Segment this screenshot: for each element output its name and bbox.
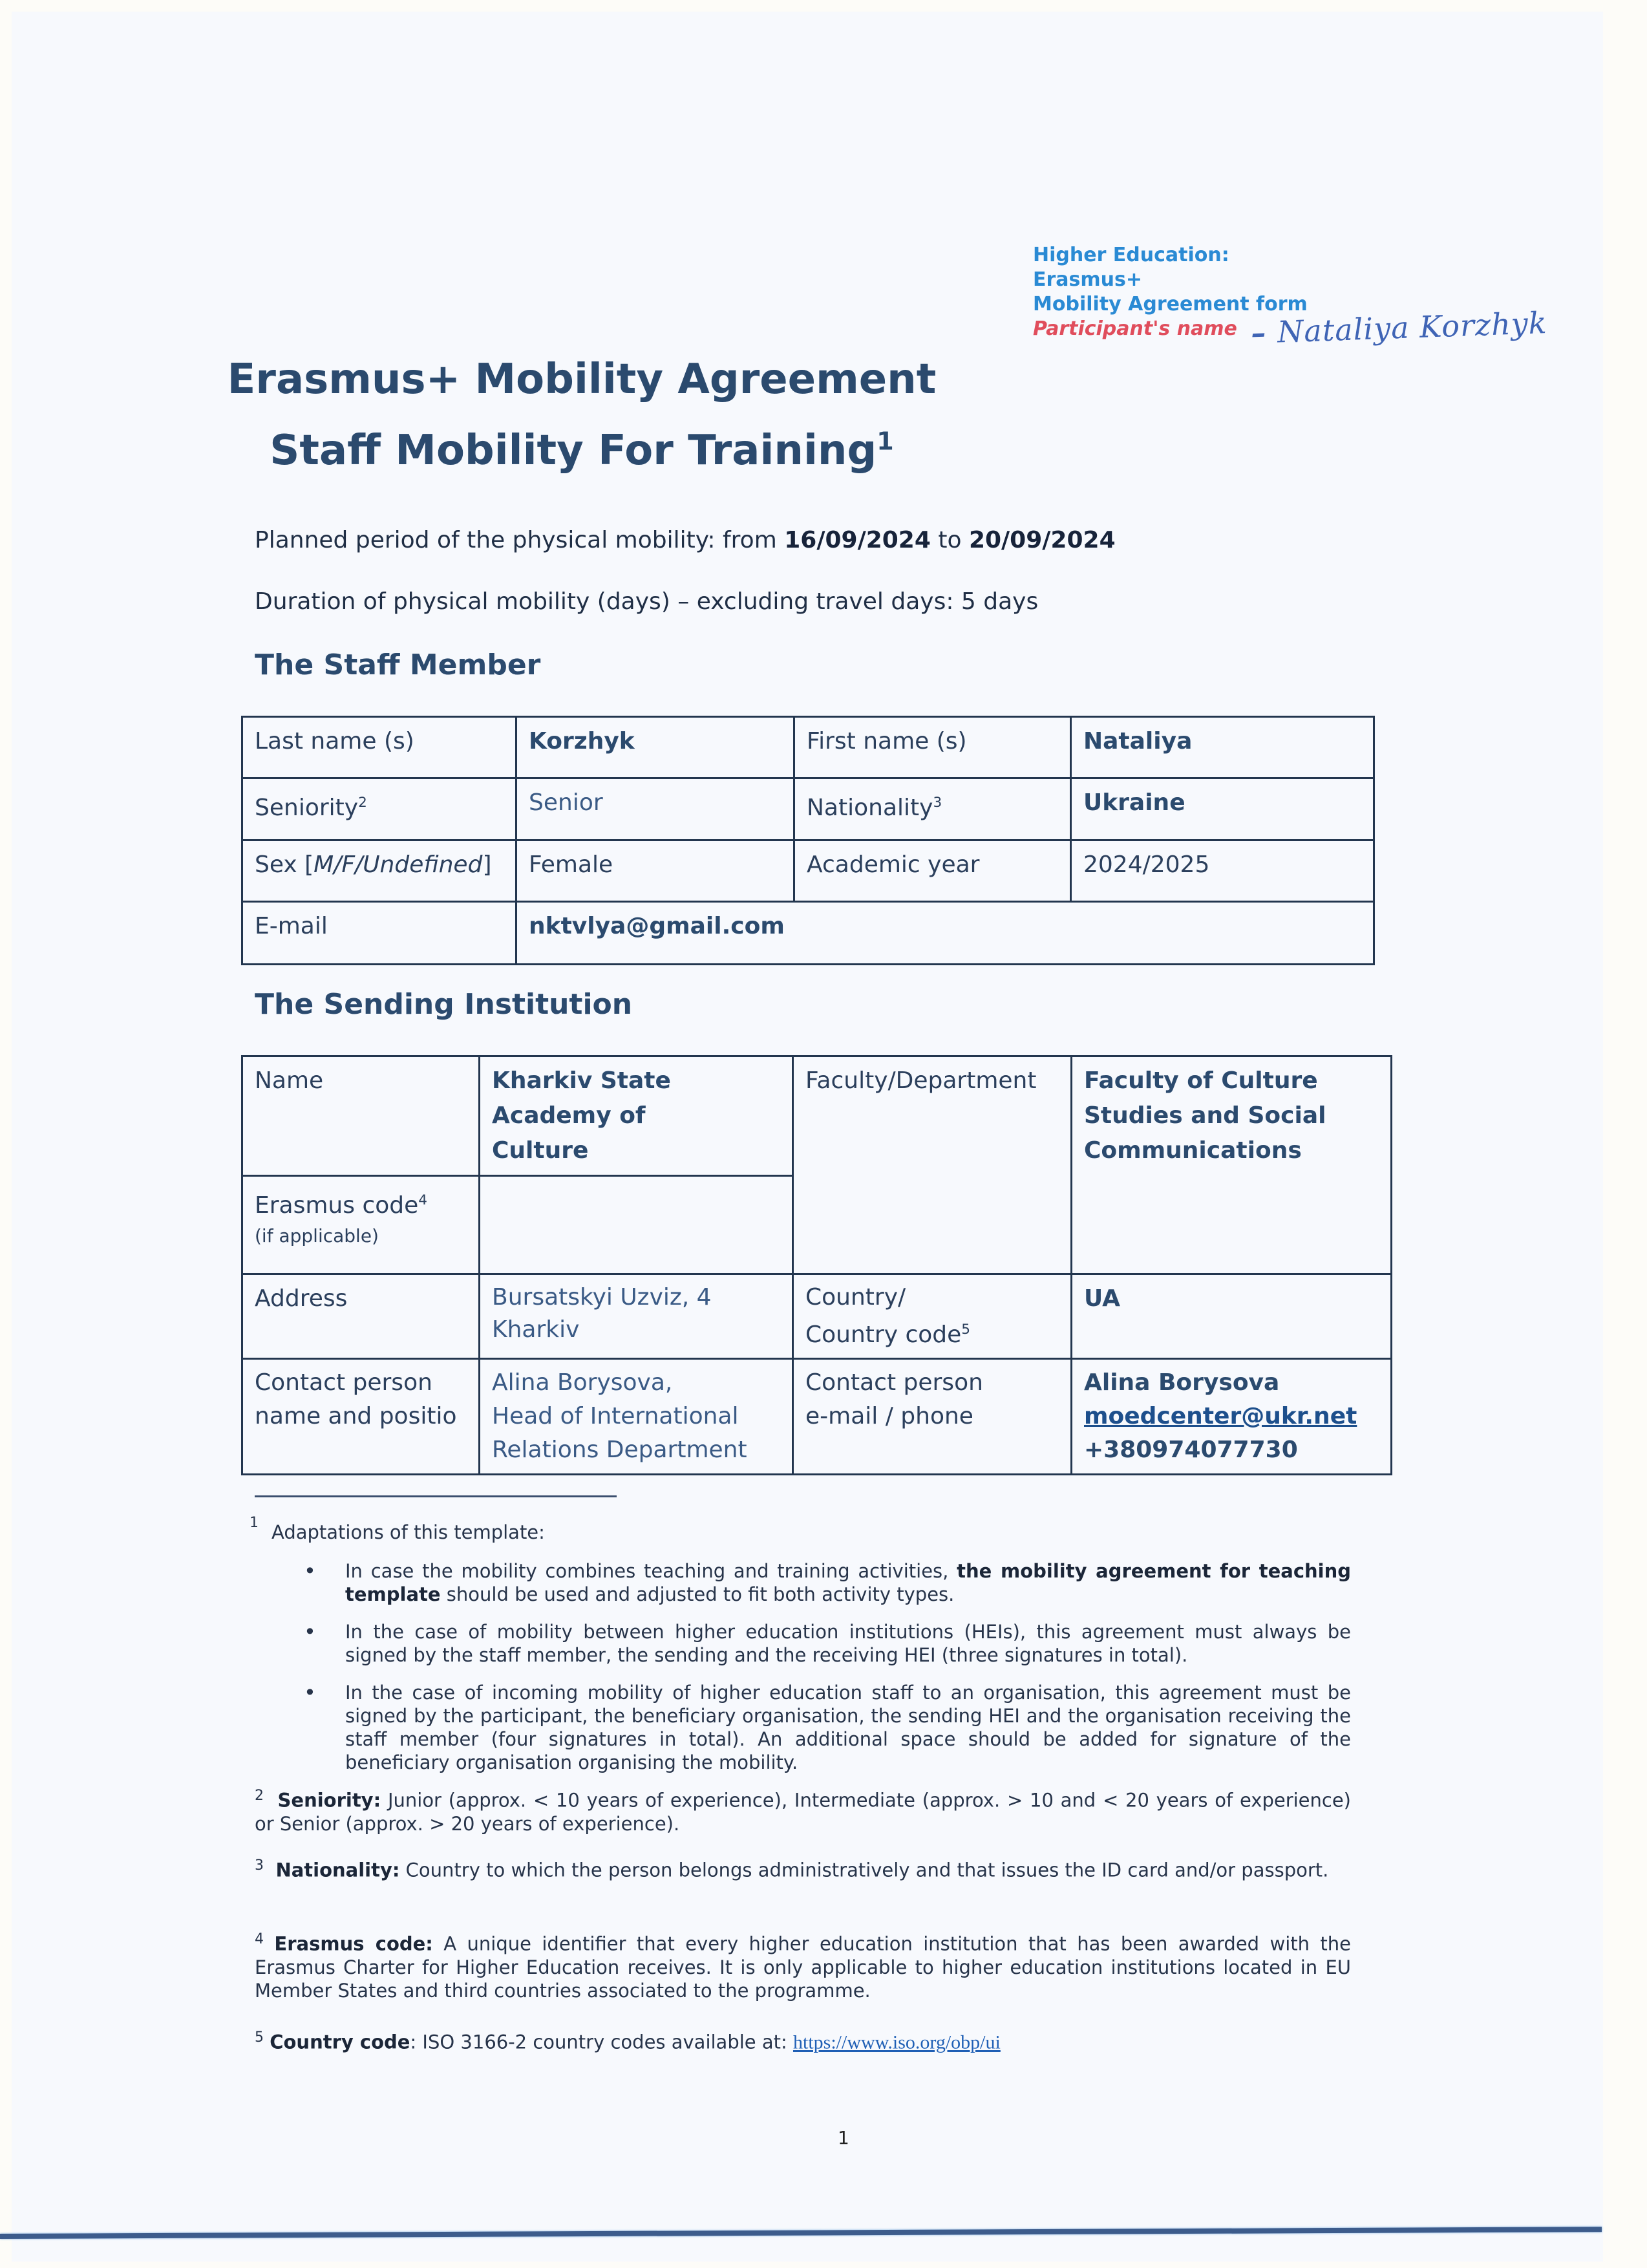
name-label: Name — [242, 1056, 480, 1176]
academic-year-label: Academic year — [794, 840, 1071, 902]
bullet-text: In the case of incoming mobility of higher education staff to an organisation, this agreement must be signed by the participant, the beneficiary organisation, the sending HEI and the organisation receiving the staff member (four signatures in total). An additional space should be added for signature of the beneficiary organisation organising the mobility. — [345, 1682, 1351, 1773]
erasmus-code-value — [480, 1176, 793, 1274]
footnote-ref-5: 5 — [961, 1321, 971, 1338]
footnote-2 — [255, 1784, 1351, 1835]
footnote-term: Country code — [270, 2031, 410, 2053]
staff-member-heading: The Staff Member — [255, 648, 541, 681]
faculty-line: Communications — [1084, 1137, 1302, 1164]
contact-line: Alina Borysova, — [492, 1369, 673, 1396]
table-row — [242, 778, 1374, 840]
institution-name-line: Kharkiv State — [492, 1067, 671, 1094]
table-row — [242, 717, 1374, 778]
faculty-line: Studies and Social — [1084, 1102, 1326, 1129]
footnote-4 — [255, 1928, 1351, 2002]
institution-name-line: Academy of — [492, 1102, 646, 1129]
bullet-bold-text: the mobility agreement for teaching template — [345, 1560, 1351, 1605]
document-title: Erasmus+ Mobility Agreement — [227, 356, 937, 403]
subtitle-text: Staff Mobility For Training — [270, 427, 877, 475]
country-value: UA — [1072, 1274, 1392, 1359]
sex-value: Female — [516, 840, 794, 902]
sex-label — [242, 840, 516, 902]
erasmus-code-note: (if applicable) — [255, 1225, 379, 1246]
contact-email-link[interactable]: moedcenter@ukr.net — [1084, 1403, 1357, 1429]
footnote-term: Nationality: — [275, 1859, 400, 1881]
institution-name-value — [480, 1056, 793, 1176]
first-name-value: Nataliya — [1071, 717, 1374, 778]
page-number: 1 — [838, 2127, 849, 2148]
footnote-3 — [255, 1854, 1351, 1882]
contact-details-value — [1072, 1359, 1392, 1475]
contact-line: Head of International — [492, 1403, 739, 1429]
table-row — [242, 840, 1374, 902]
list-item — [304, 1620, 1351, 1667]
footnote-number: 2 — [255, 1788, 264, 1804]
nationality-label — [794, 778, 1071, 840]
nationality-label-text: Nationality — [807, 795, 933, 821]
footnote-number: 1 — [250, 1515, 259, 1531]
bullet-text: should be used and adjusted to fit both activity types. — [440, 1583, 955, 1605]
erasmus-code-label — [242, 1176, 480, 1274]
staff-member-table — [241, 716, 1375, 965]
contact-phone: +380974077730 — [1084, 1437, 1298, 1463]
footnote-ref-1: 1 — [877, 427, 894, 456]
footnote-1-bullets — [304, 1559, 1351, 1788]
table-row — [242, 1274, 1392, 1359]
footnote-number: 3 — [255, 1857, 264, 1874]
footnote-text: : ISO 3166-2 country codes available at: — [410, 2031, 793, 2053]
header-line-3: Mobility Agreement form — [1033, 293, 1308, 316]
country-label — [793, 1274, 1072, 1359]
email-label: E-mail — [242, 902, 516, 965]
planned-period — [255, 527, 1116, 553]
address-value — [480, 1274, 793, 1359]
address-line: Kharkiv — [492, 1316, 580, 1343]
list-item — [304, 1681, 1351, 1774]
period-prefix: Planned period of the physical mobility: from — [255, 527, 785, 553]
table-row — [242, 1359, 1392, 1475]
footnote-number: 4 — [255, 1931, 264, 1947]
footnote-ref-3: 3 — [933, 795, 942, 811]
email-value: nktvlya@gmail.com — [516, 902, 1374, 965]
period-mid: to — [930, 527, 969, 553]
faculty-line: Faculty of Culture — [1084, 1067, 1318, 1094]
address-line: Bursatskyi Uzviz, 4 — [492, 1284, 712, 1311]
header-line-1: Higher Education: — [1033, 244, 1229, 266]
last-name-label: Last name (s) — [242, 717, 516, 778]
contact-email-label-line: e-mail / phone — [805, 1403, 973, 1429]
table-row — [242, 1056, 1392, 1176]
contact-label-line: name and positio — [255, 1403, 457, 1429]
faculty-value — [1072, 1056, 1392, 1274]
erasmus-code-label-text: Erasmus code — [255, 1192, 419, 1219]
nationality-value: Ukraine — [1071, 778, 1374, 840]
contact-email-label-line: Contact person — [805, 1369, 983, 1396]
header-line-2: Erasmus+ — [1033, 268, 1142, 291]
list-item — [304, 1559, 1351, 1606]
sex-label-prefix: Sex [ — [255, 851, 314, 878]
footnote-text: Country to which the person belongs administratively and that issues the ID card and/or passport. — [399, 1859, 1329, 1881]
footnote-term: Erasmus code: — [274, 1932, 433, 1955]
last-name-value: Korzhyk — [516, 717, 794, 778]
institution-name-line: Culture — [492, 1137, 589, 1164]
country-label-line: Country code — [805, 1321, 962, 1348]
sending-institution-heading: The Sending Institution — [255, 988, 633, 1021]
contact-name: Alina Borysova — [1084, 1369, 1280, 1396]
seniority-value: Senior — [516, 778, 794, 840]
address-label: Address — [242, 1274, 480, 1359]
footnote-ref-2: 2 — [358, 795, 367, 811]
contact-label-line: Contact person — [255, 1369, 432, 1396]
footnote-1-number — [250, 1512, 259, 1539]
seniority-label — [242, 778, 516, 840]
contact-person-value — [480, 1359, 793, 1475]
footnote-5 — [255, 2026, 1351, 2055]
table-row — [242, 902, 1374, 965]
footnote-text: A unique identifier that every higher education institution that has been awarded with the Erasmus Charter for Higher Education receives. It is only applicable to higher education institutions located in EU Member States and third countries associated to the programme. — [255, 1932, 1351, 2002]
footnote-text: Junior (approx. < 10 years of experience), Intermediate (approx. > 10 and < 20 years of experience) or Senior (approx. > 20 years of experience). — [255, 1789, 1351, 1835]
iso-country-codes-link[interactable]: https://www.iso.org/obp/ui — [792, 2031, 1001, 2053]
seniority-label-text: Seniority — [255, 795, 359, 821]
signature-text: Nataliya Korzhyk — [1277, 305, 1548, 350]
footnote-ref-4: 4 — [418, 1192, 428, 1208]
footnote-separator — [255, 1495, 617, 1497]
country-label-line: Country/ — [805, 1284, 906, 1311]
first-name-label: First name (s) — [794, 717, 1071, 778]
document-subtitle — [194, 427, 970, 475]
bullet-text: In case the mobility combines teaching and training activities, — [345, 1560, 957, 1582]
duration-text: Duration of physical mobility (days) – excluding travel days: 5 days — [255, 588, 1039, 615]
faculty-label: Faculty/Department — [793, 1056, 1072, 1274]
signature-dash: – — [1250, 314, 1279, 350]
participant-name-label: Participant's name — [1033, 317, 1237, 340]
footnote-term: Seniority: — [277, 1789, 381, 1812]
academic-year-value: 2024/2025 — [1071, 840, 1374, 902]
contact-person-label — [242, 1359, 480, 1475]
period-to-date: 20/09/2024 — [968, 527, 1116, 553]
contact-line: Relations Department — [492, 1437, 747, 1463]
sex-label-options: M/F/Undefined — [313, 851, 483, 878]
footnote-1-intro: Adaptations of this template: — [271, 1521, 545, 1543]
bullet-text: In the case of mobility between higher education institutions (HEIs), this agreement must always be signed by the staff member, the sending and the receiving HEI (three signatures in total). — [345, 1621, 1351, 1666]
sending-institution-table — [241, 1055, 1392, 1475]
period-from-date: 16/09/2024 — [784, 527, 931, 553]
footnote-number: 5 — [255, 2029, 264, 2046]
contact-email-phone-label — [793, 1359, 1072, 1475]
sex-label-suffix: ] — [482, 851, 492, 878]
